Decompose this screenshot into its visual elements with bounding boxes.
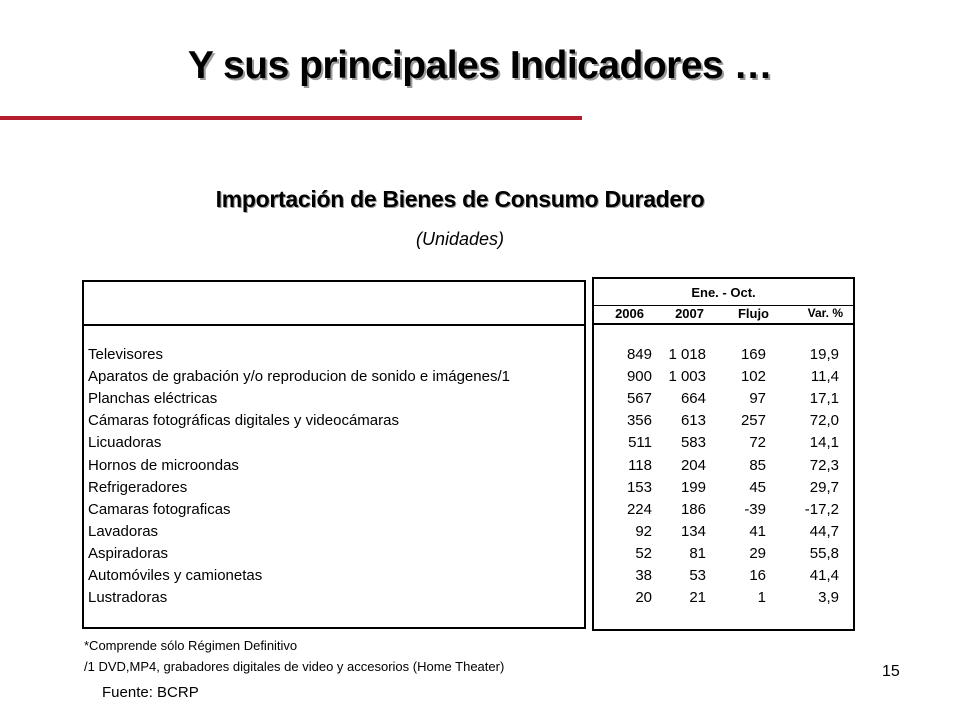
cell-2006: 900 xyxy=(626,368,652,386)
cell-var: 29,7 xyxy=(809,478,839,496)
title-underline xyxy=(0,116,582,120)
row-label: Automóviles y camionetas xyxy=(88,567,263,584)
cell-var: 19,9 xyxy=(809,346,839,363)
cell-2006: 20 xyxy=(635,589,652,607)
cell-2007: 199 xyxy=(680,478,706,496)
table-row xyxy=(0,479,960,501)
table-row xyxy=(0,545,960,567)
cell-2007: 664 xyxy=(680,390,706,408)
table-row xyxy=(0,589,960,611)
cell-2007: 21 xyxy=(689,589,706,607)
row-label: Planchas eléctricas xyxy=(88,390,218,408)
table-row xyxy=(0,368,960,390)
cell-flujo: 85 xyxy=(749,456,766,474)
cell-flujo: 29 xyxy=(749,544,766,562)
table-row xyxy=(0,567,960,589)
cell-flujo: 45 xyxy=(749,478,766,496)
cell-var: 41,4 xyxy=(809,567,839,584)
cell-2006: 849 xyxy=(626,346,652,363)
cell-var: 72,3 xyxy=(809,456,839,474)
column-header-var: Var. % xyxy=(807,306,843,320)
row-label: Televisores xyxy=(88,346,164,363)
cell-var: 44,7 xyxy=(809,522,839,540)
cell-2006: 118 xyxy=(628,456,652,474)
cell-2007: 53 xyxy=(689,567,706,584)
cell-flujo: 102 xyxy=(740,368,766,386)
column-header-2006: 2006 xyxy=(615,306,644,321)
page-number: 15 xyxy=(882,663,900,680)
table-row xyxy=(0,523,960,545)
row-label: Aspiradoras xyxy=(88,544,169,562)
cell-2006: 356 xyxy=(626,412,652,430)
row-label: Aparatos de grabación y/o reproducion de sonido e imágenes/1 xyxy=(88,368,510,386)
cell-flujo: 16 xyxy=(749,567,766,584)
cell-2007: 134 xyxy=(680,522,706,540)
cell-2007: 204 xyxy=(680,456,706,474)
cell-var: -17,2 xyxy=(804,500,839,518)
row-label: Lustradoras xyxy=(88,589,168,607)
table-row xyxy=(0,412,960,434)
cell-2006: 511 xyxy=(628,434,652,452)
row-label: Refrigeradores xyxy=(88,478,188,496)
cell-2006: 153 xyxy=(626,478,652,496)
cell-flujo: 97 xyxy=(749,390,766,408)
cell-var: 17,1 xyxy=(809,390,839,408)
cell-flujo: 1 xyxy=(757,589,766,607)
column-header-2007: 2007 xyxy=(675,306,704,321)
footnote-dvd: /1 DVD,MP4, grabadores digitales de video y accesorios (Home Theater) xyxy=(84,659,505,674)
cell-flujo: 41 xyxy=(749,522,766,540)
cell-flujo: 72 xyxy=(749,434,766,452)
row-label: Hornos de microondas xyxy=(88,456,239,474)
table-title: Importación de Bienes de Consumo Duradero xyxy=(215,186,705,212)
cell-var: 55,8 xyxy=(809,544,839,562)
cell-2006: 92 xyxy=(635,522,652,540)
cell-flujo: 169 xyxy=(740,346,766,363)
table-row xyxy=(0,434,960,456)
table-row xyxy=(0,501,960,523)
column-header-separator xyxy=(594,323,853,325)
source-note: Fuente: BCRP xyxy=(102,684,199,701)
period-header: Ene. - Oct. xyxy=(691,285,756,300)
table-row xyxy=(0,346,960,368)
cell-var: 14,1 xyxy=(809,434,839,452)
table-row xyxy=(0,457,960,479)
cell-2006: 224 xyxy=(626,500,652,518)
column-header-flujo: Flujo xyxy=(737,306,769,321)
cell-2007: 1 018 xyxy=(668,346,706,363)
row-label: Cámaras fotográficas digitales y videocámaras xyxy=(88,412,399,430)
footnote-regimen: *Comprende sólo Régimen Definitivo xyxy=(84,638,298,653)
cell-2007: 1 003 xyxy=(668,368,706,386)
cell-2006: 52 xyxy=(635,544,652,562)
table-units: (Unidades) xyxy=(415,229,505,249)
row-label: Licuadoras xyxy=(88,434,162,452)
footnotes xyxy=(84,638,504,680)
cell-var: 11,4 xyxy=(810,368,839,386)
cell-flujo: 257 xyxy=(740,412,766,430)
cell-2007: 583 xyxy=(680,434,706,452)
cell-2006: 567 xyxy=(626,390,652,408)
cell-var: 72,0 xyxy=(809,412,839,430)
cell-2007: 81 xyxy=(689,544,706,562)
cell-flujo: -39 xyxy=(744,500,766,518)
row-label: Lavadoras xyxy=(88,522,159,540)
cell-2006: 38 xyxy=(635,567,652,584)
cell-2007: 613 xyxy=(680,412,706,430)
table-row xyxy=(0,390,960,412)
label-header-separator xyxy=(84,324,584,326)
row-label: Camaras fotograficas xyxy=(88,500,231,518)
slide-title: Y sus principales Indicadores … xyxy=(187,44,773,87)
cell-var: 3,9 xyxy=(818,589,839,607)
cell-2007: 186 xyxy=(680,500,706,518)
